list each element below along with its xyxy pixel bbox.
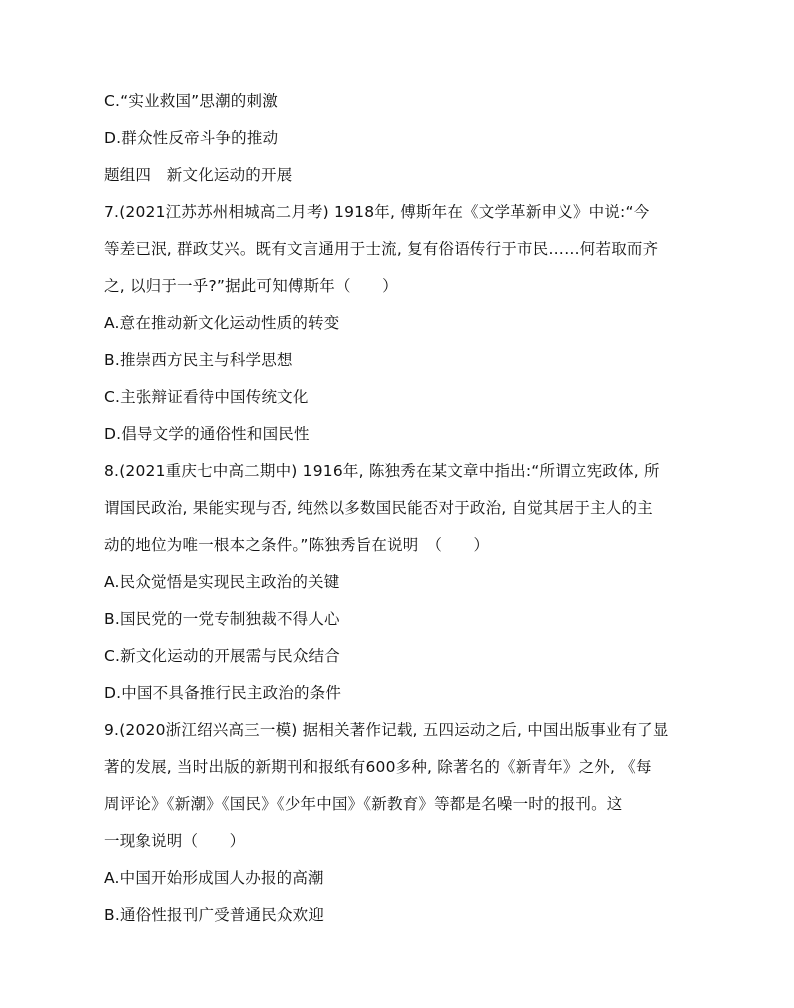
question-8-line-2: 谓国民政治, 果能实现与否, 纯然以多数国民能否对于政治, 自觉其居于主人的主 [104, 499, 653, 517]
question-7-line-2: 等差已泯, 群政艾兴。既有文言通用于士流, 复有俗语传行于市民……何若取而齐 [104, 240, 659, 258]
question-7-line-3: 之, 以归于一乎?”据此可知傅斯年（ ） [104, 277, 398, 295]
section-heading: 题组四 新文化运动的开展 [104, 166, 293, 184]
question-9-line-1: 9.(2020浙江绍兴高三一模) 据相关著作记载, 五四运动之后, 中国出版事业有了显 [104, 721, 669, 739]
question-7-option-c: C.主张辩证看待中国传统文化 [104, 388, 309, 406]
option-d-prev: D.群众性反帝斗争的推动 [104, 129, 279, 147]
question-9-option-a: A.中国开始形成国人办报的高潮 [104, 869, 324, 887]
question-9-line-4: 一现象说明（ ） [104, 832, 246, 850]
question-7-option-b: B.推崇西方民主与科学思想 [104, 351, 293, 369]
question-8-line-3: 动的地位为唯一根本之条件。”陈独秀旨在说明 （ ） [104, 536, 490, 554]
question-8-option-a: A.民众觉悟是实现民主政治的关键 [104, 573, 340, 591]
question-8-line-1: 8.(2021重庆七中高二期中) 1916年, 陈独秀在某文章中指出:“所谓立宪政体, 所 [104, 462, 660, 480]
question-9-option-b: B.通俗性报刊广受普通民众欢迎 [104, 906, 325, 924]
option-c-prev: C.“实业救国”思潮的刺激 [104, 92, 278, 110]
question-7-option-d: D.倡导文学的通俗性和国民性 [104, 425, 310, 443]
question-8-option-b: B.国民党的一党专制独裁不得人心 [104, 610, 340, 628]
question-8-option-d: D.中国不具备推行民主政治的条件 [104, 684, 342, 702]
question-7-option-a: A.意在推动新文化运动性质的转变 [104, 314, 340, 332]
question-9-line-2: 著的发展, 当时出版的新期刊和报纸有600多种, 除著名的《新青年》之外, 《每 [104, 758, 652, 776]
question-7-line-1: 7.(2021江苏苏州相城高二月考) 1918年, 傅斯年在《文学革新申义》中说:“今 [104, 203, 650, 221]
question-9-line-3: 周评论》《新潮》《国民》《少年中国》《新教育》等都是名噪一时的报刊。这 [104, 795, 623, 813]
question-8-option-c: C.新文化运动的开展需与民众结合 [104, 647, 340, 665]
